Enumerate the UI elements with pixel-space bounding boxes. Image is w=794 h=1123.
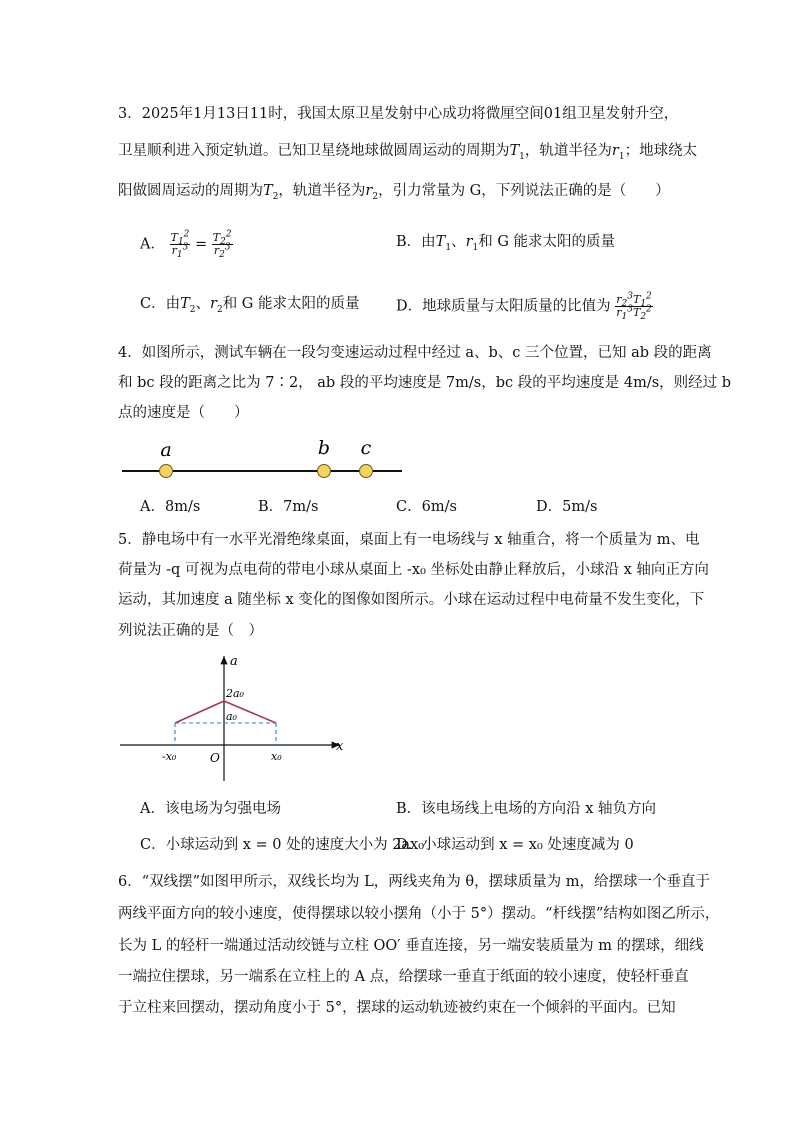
origin-label: O <box>210 751 220 765</box>
q4-line1: 4．如图所示，测试车辆在一段匀变速运动过程中经过 a、b、c 三个位置，已知 ab 段的距离 <box>118 345 712 361</box>
point-a <box>160 465 173 478</box>
q5-line3: 运动，其加速度 a 随坐标 x 变化的图像如图所示。小球在运动过程中电荷量不发生变化，下 <box>118 592 705 608</box>
label-a0: a₀ <box>226 710 237 723</box>
point-b <box>318 465 331 478</box>
y-axis-label: a <box>230 654 238 669</box>
q4-option-b: B．7m/s <box>258 499 319 515</box>
x-axis-label: x <box>336 739 344 754</box>
q3-line3: 阳做圆周运动的周期为$T_2$，轨道半径为$r_2$，引力常量为 G，下列说法正确的是（ ） <box>118 183 670 202</box>
q3-line2: 卫星顺利进入预定轨道。已知卫星绕地球做圆周运动的周期为$T_1$，轨道半径为$r_1$；地球绕太 <box>118 143 698 162</box>
q6-line3: 长为 L 的轻杆一端通过活动绞链与立柱 OO′ 垂直连接，另一端安装质量为 m 的摆球，细线 <box>118 938 704 954</box>
q6-line5: 于立柱来回摆动，摆动角度小于 5°，摆球的运动轨迹被约束在一个倾斜的平面内。已知 <box>118 1000 676 1016</box>
label-b: b <box>317 437 331 459</box>
q4-option-d: D．5m/s <box>536 499 598 515</box>
fraction-left: $\frac{T_1^2}{r_1^3}$ <box>170 229 190 261</box>
q5-line4: 列说法正确的是（ ） <box>118 623 263 639</box>
q5-option-b: B．该电场线上电场的方向沿 x 轴负方向 <box>396 801 657 817</box>
q5-option-d: D．小球运动到 x = x₀ 处速度减为 0 <box>396 837 634 853</box>
label-neg-x0: -x₀ <box>162 750 177 763</box>
fraction-right: $\frac{T_2^2}{r_2^3}$ <box>212 229 232 261</box>
q6-line2: 两线平面方向的较小速度，使得摆球以较小摆角（小于 5°）摆动。“杆线摆”结构如图乙所示， <box>118 906 720 922</box>
q4-option-c: C．6m/s <box>396 499 457 515</box>
q5-line2: 荷量为 -q 可视为点电荷的带电小球从桌面上 -x₀ 坐标处由静止释放后，小球沿 x 轴向正方向 <box>118 562 709 578</box>
ratio-fraction: $\frac{r_2^3T_1^2}{r_1^3T_2^2}$ <box>616 291 652 323</box>
q6-line4: 一端拉住摆球，另一端系在立柱上的 A 点，给摆球一垂直于纸面的较小速度，使轻杆垂直 <box>118 969 689 985</box>
label-2a0: 2a₀ <box>226 687 244 700</box>
q5-line1: 5．静电场中有一水平光滑绝缘桌面，桌面上有一电场线与 x 轴重合，将一个质量为 m、电 <box>118 532 700 548</box>
q4-position-diagram <box>118 434 408 486</box>
label-a: a <box>160 439 172 461</box>
q5-option-a: A．该电场为匀强电场 <box>140 801 281 817</box>
label-c: c <box>360 437 372 459</box>
q3-option-b: B．由$T_1$、$r_1$和 G 能求太阳的质量 <box>396 234 616 253</box>
point-c <box>360 465 373 478</box>
q6-line1: 6．“双线摆”如图甲所示，双线长均为 L，两线夹角为 θ，摆球质量为 m，给摆球一个垂直于 <box>118 874 710 890</box>
q4-line2: 和 bc 段的距离之比为 7∶2， ab 段的平均速度是 7m/s，bc 段的平均速度是 4m/s，则经过 b <box>118 375 732 391</box>
q3-option-d: D．地球质量与太阳质量的比值为 $\frac{r_2^3T_1^2}{r_1^3T_2^2}$ <box>396 291 652 323</box>
q5-option-c: C．小球运动到 x = 0 处的速度大小为 2ax₀ <box>140 837 425 853</box>
q4-line3: 点的速度是（ ） <box>118 405 249 421</box>
q3-option-a: A． $\frac{T_1^2}{r_1^3}$ = $\frac{T_2^2}{r_2^3}$ <box>140 229 232 261</box>
q4-option-a: A．8m/s <box>140 499 201 515</box>
q3-line1: 3．2025年1月13日11时，我国太原卫星发射中心成功将微厘空间01组卫星发射升空， <box>118 106 679 122</box>
label-x0: x₀ <box>271 750 282 763</box>
q5-acceleration-graph <box>118 650 358 785</box>
q3-option-c: C．由$T_2$、$r_2$和 G 能求太阳的质量 <box>140 296 360 315</box>
